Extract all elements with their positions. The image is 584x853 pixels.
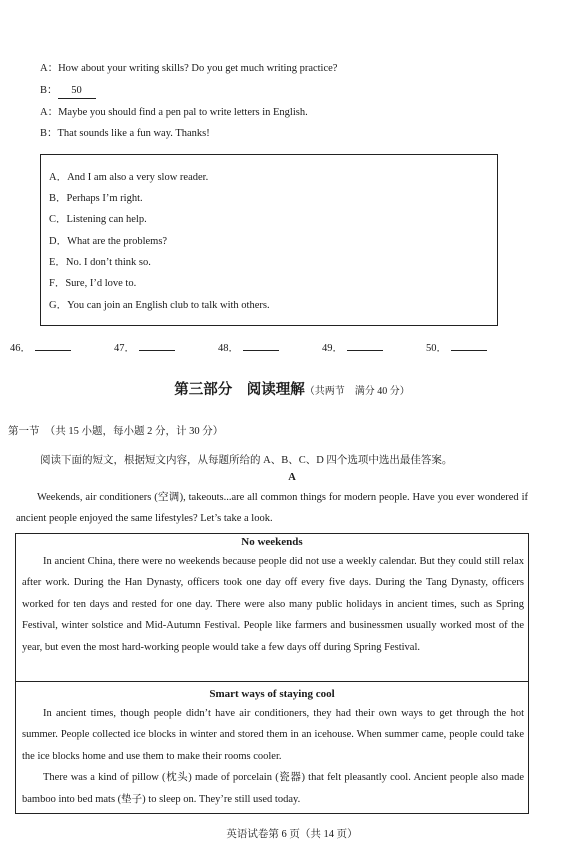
answer-blank[interactable] [218, 339, 279, 355]
part-three-title [0, 378, 584, 399]
box-paragraph: In ancient times, though people didn’t have air conditioners, they had their own ways to get through the hot summer. People collected ice blocks in winter and stored them in an icehouse. When summer came, people could take the ice blocks home and use them to make their rooms cooler. [22, 708, 524, 762]
speaker-label: B： [40, 85, 58, 96]
answer-blank[interactable] [426, 339, 487, 355]
dialogue-line-2 [40, 84, 96, 99]
speaker-label: A： [40, 63, 59, 74]
options-box [40, 154, 498, 326]
part-title-text: 第三部分 阅读理解 [174, 382, 305, 398]
box-title: No weekends [241, 536, 303, 548]
intro-paragraph: Weekends, air conditioners (空调), takeouts...are all common things for modern people. Have you ever wondered if ancient people enjoyed the same lifestyles? Let’s take a look. [16, 492, 528, 524]
page-footer: 英语试卷第 6 页（共 14 页） [226, 829, 358, 840]
section-one-instruction: 阅读下面的短文，根据短文内容，从每题所给的 A、B、C、D 四个选项中选出最佳答案。 [40, 455, 453, 466]
blank-number: 50． [426, 343, 447, 354]
dialogue-line-4 [40, 127, 210, 141]
blank-number: 50 [71, 85, 82, 96]
option-e: E．No. I don’t think so. [49, 257, 151, 268]
option-c: C．Listening can help. [49, 214, 147, 225]
dialogue-text: That sounds like a fun way. Thanks! [57, 128, 210, 139]
part-title-note: （共两节 满分 40 分） [304, 386, 410, 397]
dialogue-line-3 [40, 106, 308, 120]
passage-box-staying-cool [15, 681, 529, 814]
option-f: F．Sure, I’d love to. [49, 278, 137, 289]
speaker-label: A： [40, 107, 59, 118]
box-paragraph: In ancient China, there were no weekends because people did not use a weekly calendar. But they could still relax after work. During the Han Dynasty, officers took one day off every five days. During the Tang Dynasty, officers worked for ten days and rested for one day. There were also many public holidays in ancient times, such as Spring Festival, winter solstice and Mid-Autumn Festival. People like farmers and businessmen usually worked most of the year, but even the most hard-working people would take a few days off during Spring Festival. [22, 556, 524, 653]
answer-blank[interactable] [322, 339, 383, 355]
option-b: B．Perhaps I’m right. [49, 193, 143, 204]
passage-box-no-weekends [15, 533, 529, 682]
option-a: A．And I am also a very slow reader. [49, 172, 209, 183]
dialogue-text: Maybe you should find a pen pal to write letters in English. [58, 107, 308, 118]
passage-label: A [288, 472, 296, 483]
blank-number: 48． [218, 343, 239, 354]
speaker-label: B： [40, 128, 58, 139]
blank-number: 49． [322, 343, 343, 354]
answer-blank[interactable] [10, 339, 71, 355]
box-paragraph: There was a kind of pillow (枕头) made of porcelain (瓷器) that felt pleasantly cool. Ancient people also made bamboo into bed mats (垫子) to sleep on. They’re still used today. [22, 772, 524, 805]
answer-blank[interactable] [114, 339, 175, 355]
box-title: Smart ways of staying cool [209, 688, 335, 700]
blank-number: 47． [114, 343, 135, 354]
option-g: G．You can join an English club to talk with others. [49, 300, 270, 311]
dialogue-line-1 [40, 62, 337, 76]
answer-blank-50[interactable] [58, 84, 96, 99]
dialogue-text: How about your writing skills? Do you get much writing practice? [58, 63, 338, 74]
option-d: D．What are the problems? [49, 236, 168, 247]
section-one-heading: 第一节 （共 15 小题，每小题 2 分，计 30 分） [8, 426, 224, 437]
blank-number: 46． [10, 343, 31, 354]
